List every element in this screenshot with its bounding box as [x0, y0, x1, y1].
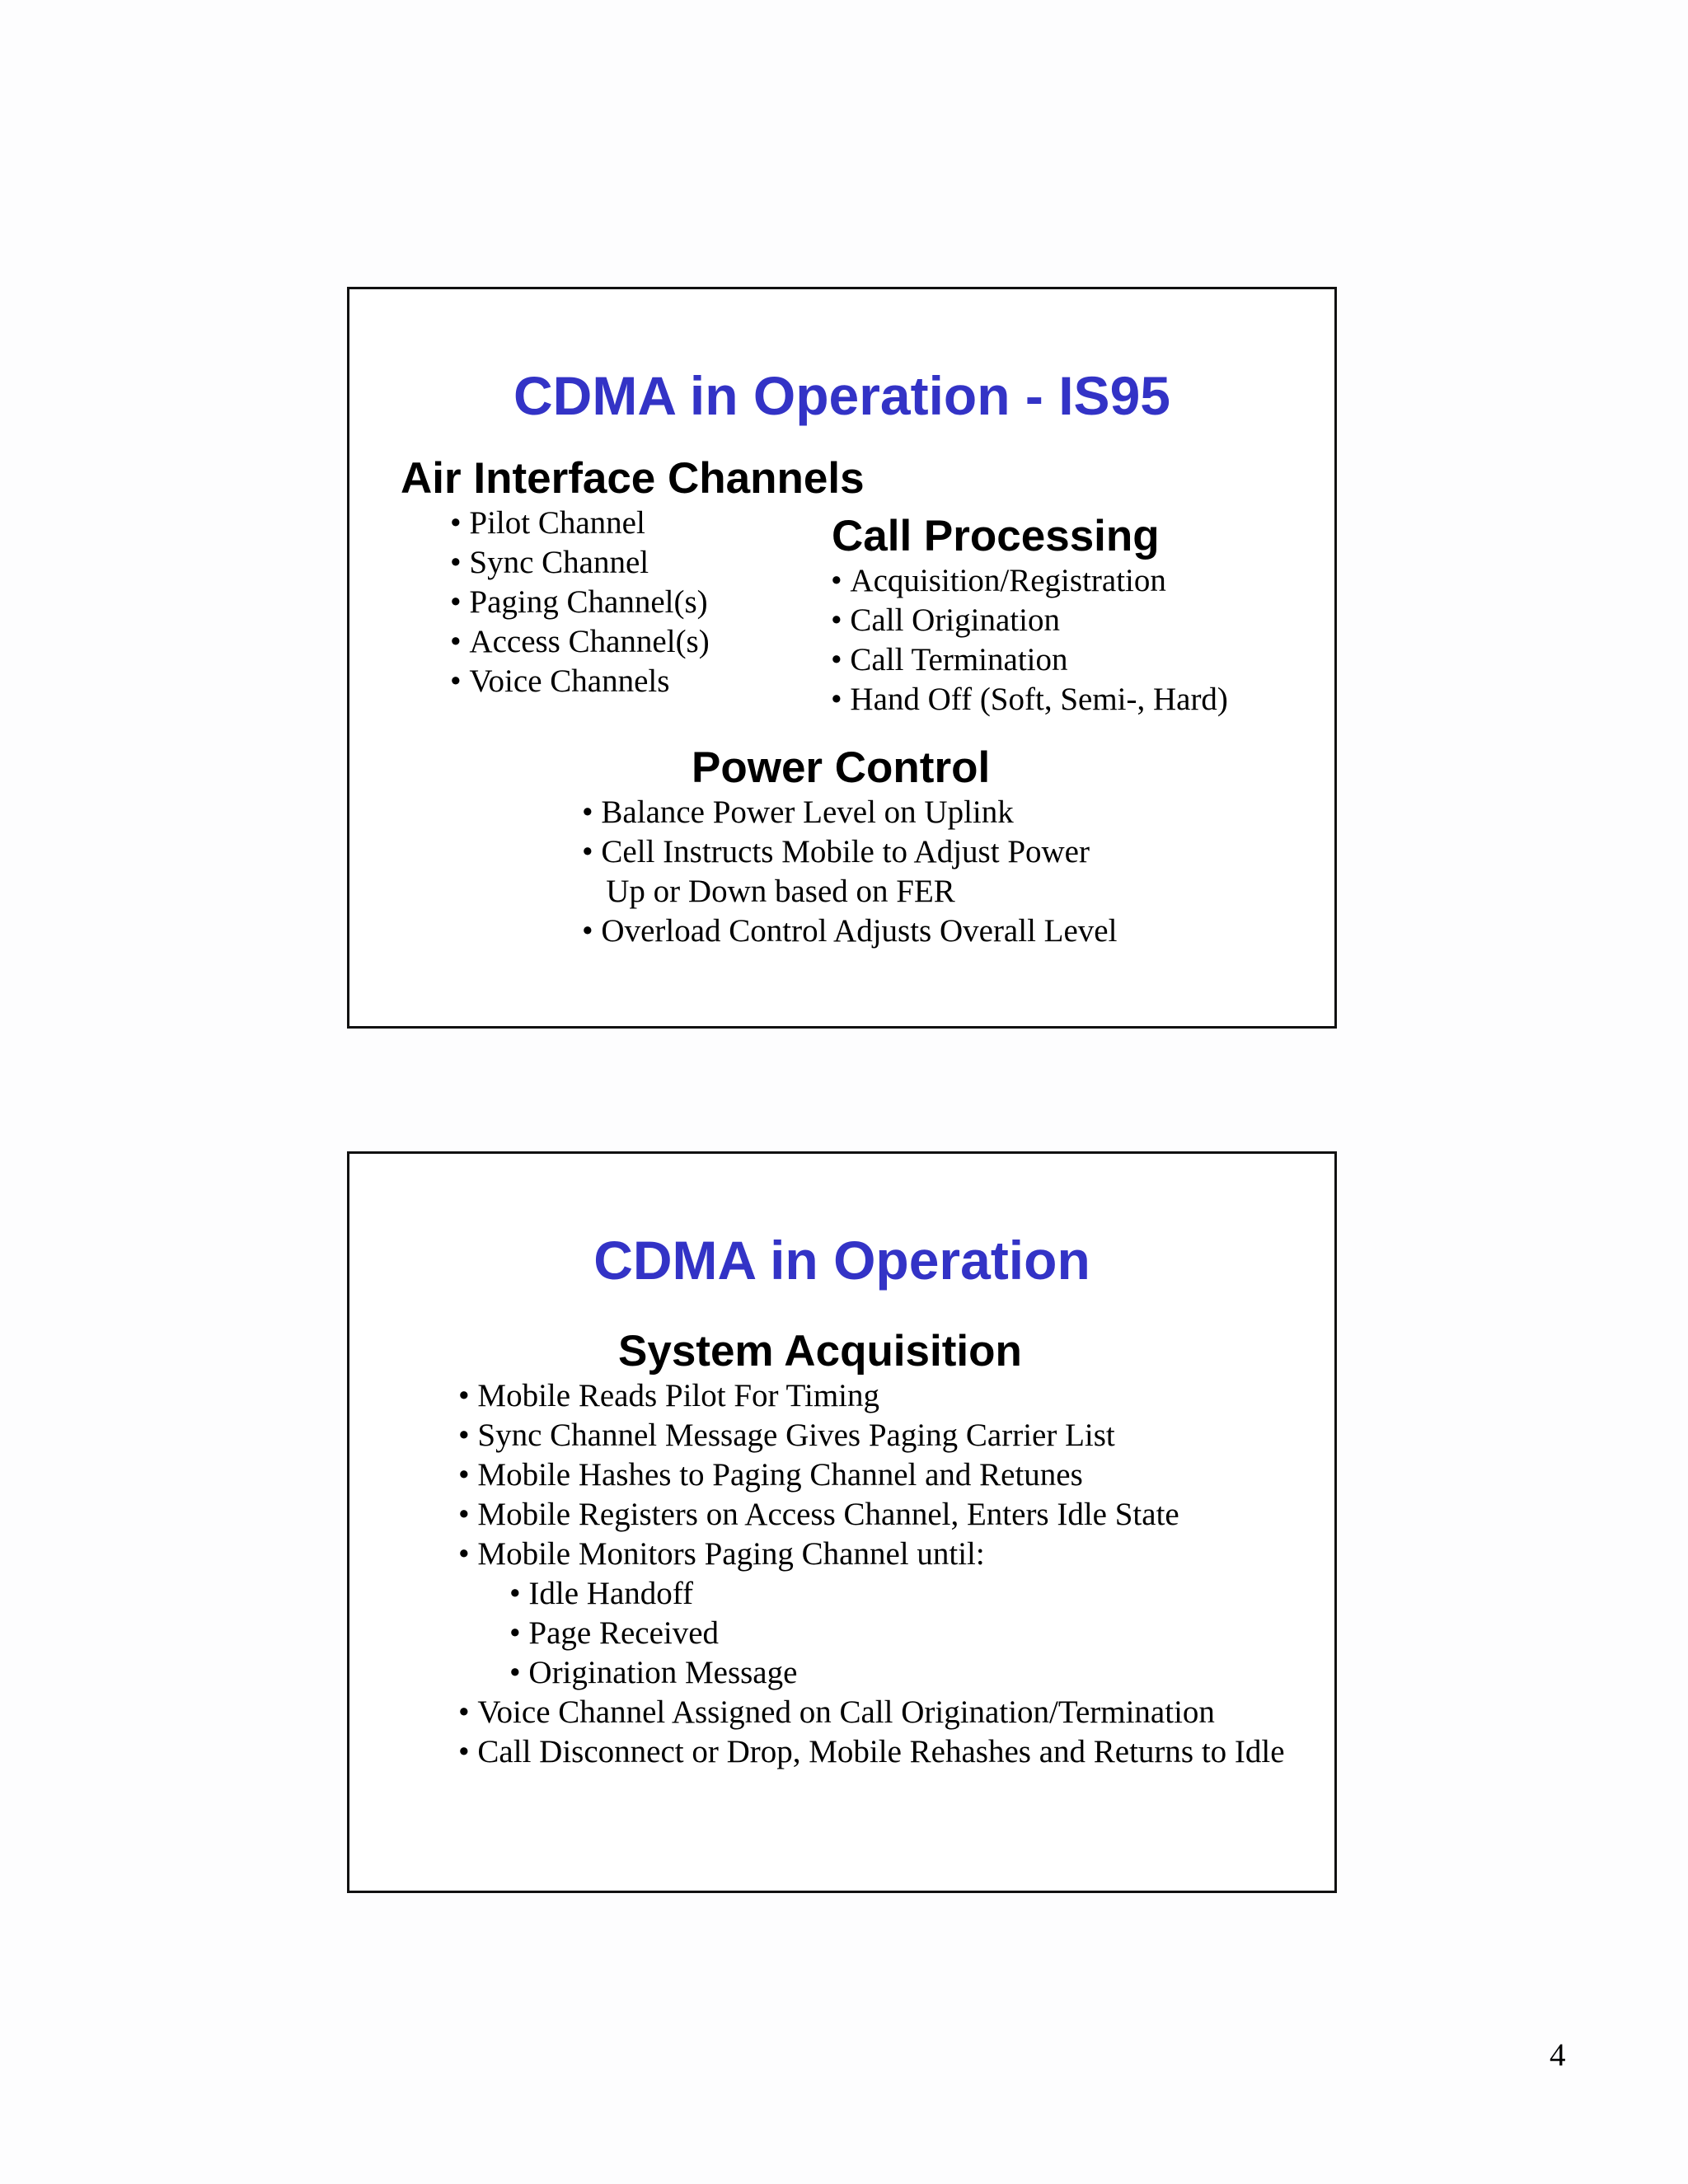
system-acquisition-list — [458, 1376, 1285, 1772]
power-control-heading: Power Control — [692, 743, 991, 792]
slide-1 — [347, 287, 1337, 1029]
list-item-continuation: Up or Down based on FER — [606, 874, 955, 909]
list-item: • Call Termination — [831, 640, 1228, 680]
list-item: • Pilot Channel — [450, 504, 710, 543]
list-item: • Call Origination — [831, 601, 1228, 640]
list-item: • Access Channel(s) — [450, 622, 710, 662]
list-item: • Voice Channel Assigned on Call Origination/Termination — [458, 1693, 1285, 1732]
slide-2-title: CDMA in Operation — [593, 1230, 1090, 1291]
list-item: • Balance Power Level on Uplink — [582, 793, 1117, 832]
list-item: • Acquisition/Registration — [831, 561, 1228, 601]
air-interface-list — [450, 504, 710, 701]
list-item: • Mobile Monitors Paging Channel until: — [458, 1535, 1285, 1574]
call-processing-list — [831, 561, 1228, 719]
list-item: • Cell Instructs Mobile to Adjust Power — [582, 832, 1117, 872]
sub-list-item: • Page Received — [458, 1614, 1285, 1653]
power-control-list — [582, 793, 1117, 951]
page-number: 4 — [1550, 2037, 1566, 2073]
air-interface-heading: Air Interface Channels — [401, 454, 865, 503]
slide-1-title: CDMA in Operation - IS95 — [513, 365, 1170, 426]
slide-2 — [347, 1151, 1337, 1893]
list-item: • Overload Control Adjusts Overall Level — [582, 912, 1117, 951]
sub-list-item: • Idle Handoff — [458, 1574, 1285, 1614]
system-acquisition-heading: System Acquisition — [618, 1327, 1022, 1376]
list-item: • Sync Channel Message Gives Paging Carrier List — [458, 1416, 1285, 1455]
list-item: • Mobile Hashes to Paging Channel and Retunes — [458, 1455, 1285, 1495]
list-item: • Call Disconnect or Drop, Mobile Rehashes and Returns to Idle — [458, 1732, 1285, 1772]
sub-list-item: • Origination Message — [458, 1653, 1285, 1693]
list-item: • Hand Off (Soft, Semi-, Hard) — [831, 680, 1228, 719]
list-item: • Paging Channel(s) — [450, 583, 710, 622]
list-item: • Voice Channels — [450, 662, 710, 701]
list-item: • Sync Channel — [450, 543, 710, 583]
call-processing-heading: Call Processing — [832, 512, 1160, 560]
list-item: • Mobile Registers on Access Channel, Enters Idle State — [458, 1495, 1285, 1535]
list-item: • Mobile Reads Pilot For Timing — [458, 1376, 1285, 1416]
